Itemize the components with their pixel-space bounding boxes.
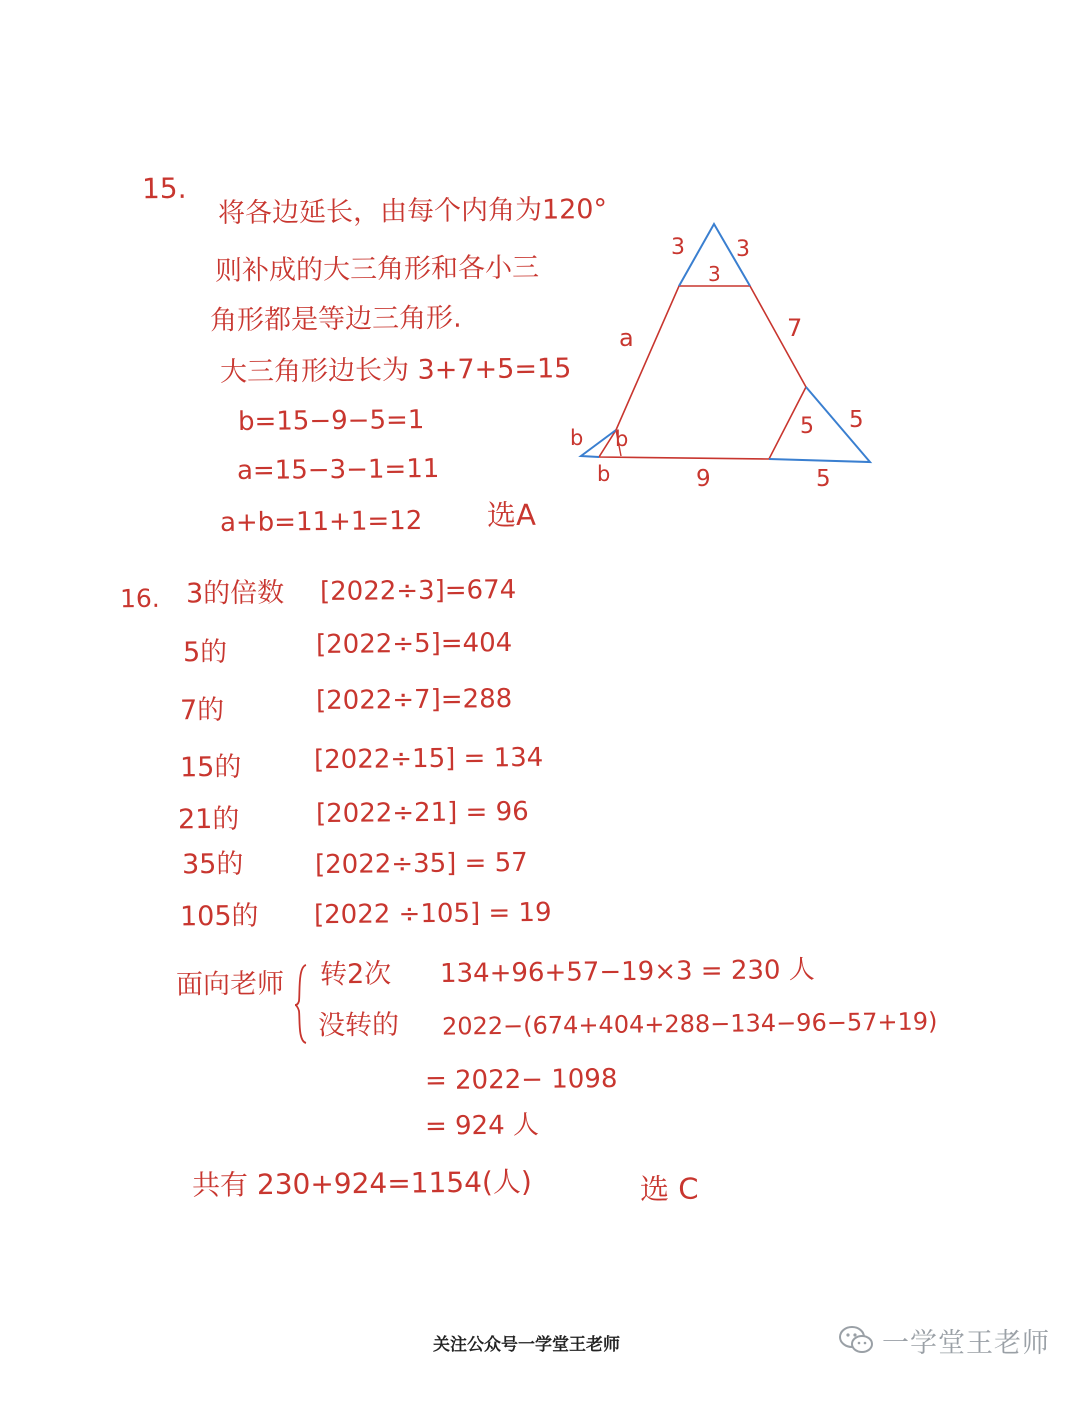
label-a: a — [619, 324, 634, 352]
p16-row-expr-7: [2022 ÷105] = 19 — [313, 897, 552, 931]
p16-row-label-2: 5的 — [182, 636, 228, 669]
step-2: = 2022− 1098 — [424, 1063, 618, 1097]
label-b-inner: b — [615, 427, 629, 451]
p16-row-expr-5: [2022÷21] = 96 — [315, 796, 529, 830]
case1-label: 转2次 — [319, 958, 392, 991]
label-bottom-right: 5 — [816, 466, 831, 492]
p15-line-7: a+b=11+1=12 — [219, 505, 423, 539]
watermark — [838, 1322, 1050, 1358]
p15-line-1: 将各边延长，由每个内角为120° — [217, 193, 608, 230]
p16-row-expr-4: [2022÷15] = 134 — [313, 742, 544, 776]
case1-expr: 134+96+57−19×3 = 230 人 — [439, 955, 815, 989]
p16-row-label-6: 35的 — [181, 848, 244, 881]
footer — [0, 1322, 1080, 1362]
p16-answer: 选 C — [639, 1171, 699, 1207]
p16-row-expr-2: [2022÷5]=404 — [315, 627, 513, 661]
wechat-icon — [838, 1324, 874, 1356]
label-b-left: b — [570, 426, 584, 450]
p15-line-3: 角形都是等边三角形. — [209, 302, 462, 337]
p16-row-label-5: 21的 — [177, 803, 240, 836]
p15-line-5: b=15−9−5=1 — [237, 405, 425, 437]
p15-line-4: 大三角形边长为 3+7+5=15 — [219, 353, 572, 388]
triangle-diagram — [560, 215, 890, 495]
label-top-right: 3 — [736, 237, 750, 262]
step-3: = 924 人 — [424, 1110, 540, 1142]
p16-row-expr-1: [2022÷3]=674 — [319, 574, 517, 608]
p16-row-label-3: 7的 — [179, 694, 225, 727]
label-top-inner: 3 — [708, 262, 721, 286]
p16-row-label-7: 105的 — [179, 900, 259, 933]
p15-line-2: 则补成的大三角形和各小三 — [214, 252, 540, 287]
p16-row-expr-3: [2022÷7]=288 — [315, 683, 513, 717]
problem-16-number: 16. — [119, 583, 160, 614]
label-b-bottom: b — [597, 462, 611, 486]
p16-row-expr-6: [2022÷35] = 57 — [314, 847, 528, 881]
label-right-outer: 5 — [849, 407, 864, 433]
footer-text: 关注公众号一学堂王老师 — [433, 1335, 620, 1355]
label-7: 7 — [787, 314, 803, 342]
case2-expr: 2022−(674+404+288−134−96−57+19) — [441, 1007, 938, 1041]
problem-15-number: 15. — [141, 171, 187, 206]
total-line: 共有 230+924=1154(人) — [191, 1165, 532, 1202]
label-top-left: 3 — [671, 235, 685, 260]
left-triangle — [581, 430, 616, 457]
p15-line-6: a=15−3−1=11 — [236, 453, 440, 487]
p15-answer: 选A — [486, 497, 537, 533]
p16-row-label-4: 15的 — [179, 751, 242, 784]
teacher-label: 面向老师 — [175, 968, 285, 1001]
curly-brace — [294, 963, 308, 1045]
case2-label: 没转的 — [317, 1009, 400, 1042]
watermark-text: 一学堂王老师 — [882, 1327, 1050, 1359]
hexagon-outline — [599, 286, 806, 459]
p16-row-label-1: 3的倍数 — [185, 577, 285, 610]
label-right-inner: 5 — [800, 414, 814, 439]
label-9: 9 — [696, 466, 711, 492]
